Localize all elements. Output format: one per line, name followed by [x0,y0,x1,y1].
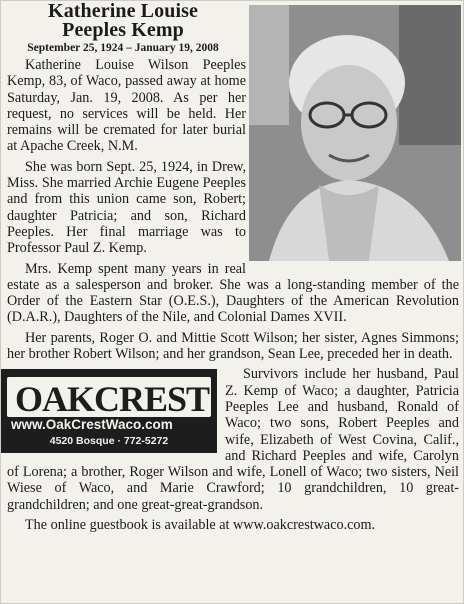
oakcrest-address: 4520 Bosque · 772-5272 [49,435,169,448]
oakcrest-ad [1,369,217,453]
obituary-dates: September 25, 1924 – January 19, 2008 [27,42,219,54]
oakcrest-logo [7,377,211,420]
photo-spacer [246,57,459,261]
paragraph: Mrs. Kemp spent many years in real estate as a salesperson and broker. She was a long-standing member of the Order of the Eastern Star (O.E.S.), Daughters of the American Revolution (D.A.R.), Daughters of the Nile, and Colonial Dames XVII. [7,260,459,326]
paragraph: The online guestbook is available at www.oakcrestwaco.com. [25,517,376,534]
paragraph: Survivors include her husband, Paul Z. Kemp of Waco; a daughter, Patricia Peeples Lee and husband, Ronald of Waco; two sons, Robert Peeples and wife, Elizabeth of West Covina, Calif., and Richard Peeples and wife, Carolyn of Lorena; a brother, Roger Wilson and wife, Lonell of Waco; two sisters, Neil Wiese of Waco, and Marie Crawford; 10 grandchildren, 10 great-grandchildren; and one great-great-grandson. [7,366,459,513]
oakcrest-name: OAKCREST [15,379,210,420]
paragraph: Katherine Louise Wilson Peeples Kemp, 83, of Waco, passed away at home Saturday, Jan. 19, 2008. As per her request, no services will be held. Her remains will be cremated for later burial at Apache Creek, N.M. [7,57,246,155]
paragraph: Her parents, Roger O. and Mittie Scott Wilson; her sister, Agnes Simmons; her brother Robert Wilson; and her grandson, Sean Lee, preceded her in death. [7,329,459,363]
obituary-name-line2: Peeples Kemp [62,19,184,41]
paragraph: She was born Sept. 25, 1924, in Drew, Miss. She married Archie Eugene Peeples and from this union came son, Robert; daughter Patricia; and son, Richard Peeples. Her final marriage was to Professor Paul Z. Kemp. [7,158,246,257]
oakcrest-url: www.OakCrestWaco.com [11,417,173,433]
obituary-body [7,57,459,537]
obituary-name-line1: Katherine Louise [48,0,198,22]
